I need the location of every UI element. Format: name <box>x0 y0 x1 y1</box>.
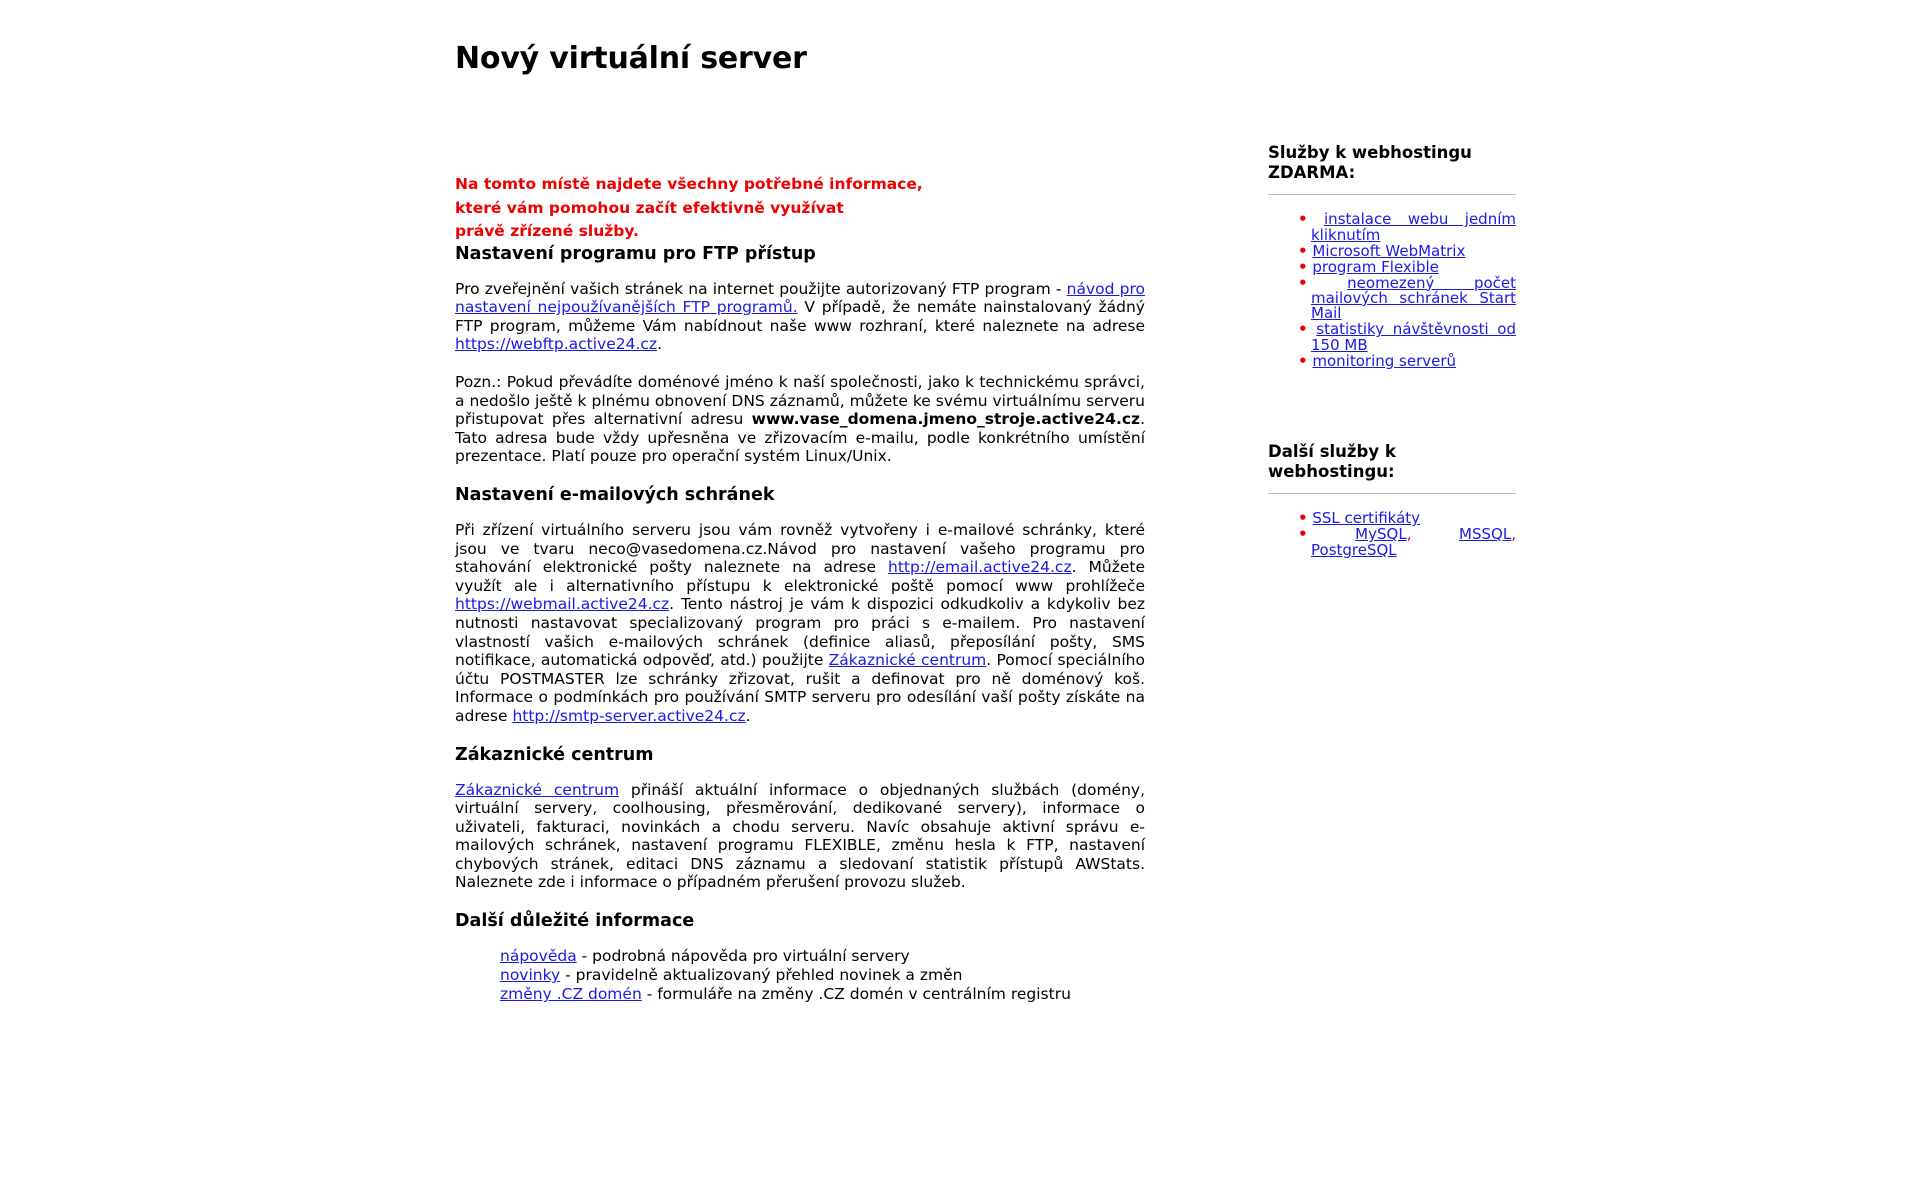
list-item-text: - pravidelně aktualizovaný přehled novinek a změn <box>560 966 963 985</box>
mail-text-e: . <box>745 706 751 725</box>
sidebar-title-other-services <box>1268 442 1516 482</box>
intro-line-3: právě zřízené služby. <box>455 222 639 241</box>
ftp-p2-text-b: . Tato adresa bude vždy upřesněna ve zřizovacím e-mailu, podle konkrétního umístění prezentace. Platí pouze pro operační systém Linux/Unix. <box>455 410 1145 466</box>
link-customer-center-inline[interactable]: Zákaznické centrum <box>828 651 987 670</box>
bullet-icon: • <box>1298 525 1308 544</box>
link-webmail-active24[interactable]: https://webmail.active24.cz <box>455 595 670 614</box>
heading-customer-center: Zákaznické centrum <box>455 744 654 765</box>
sidebar-link-ssl[interactable]: SSL certifikáty <box>1312 509 1421 528</box>
link-smtp-server[interactable]: http://smtp-server.active24.cz <box>512 706 746 725</box>
bullet-icon: • <box>1298 320 1308 339</box>
paragraph-mail <box>455 521 1145 726</box>
heading-ftp: Nastavení programu pro FTP přístup <box>455 243 816 264</box>
sidebar-title2-line-2: webhostingu: <box>1268 462 1395 482</box>
sidebar-link-instalace-webu[interactable]: instalace webu jedním kliknutím <box>1311 210 1516 244</box>
sidebar-item-instalace-webu[interactable] <box>1298 212 1516 243</box>
separator-comma-2: , <box>1511 525 1516 544</box>
main-content <box>455 0 1145 1004</box>
link-webftp[interactable]: https://webftp.active24.cz <box>455 335 658 354</box>
bullet-icon: • <box>1298 273 1308 292</box>
sidebar-item-start-mail[interactable] <box>1298 273 1516 323</box>
sidebar-block-free-services <box>1268 143 1516 369</box>
link-zmeny-cz-domen[interactable]: změny .CZ domén <box>500 985 642 1004</box>
sidebar-link-monitoring[interactable]: monitoring serverů <box>1312 351 1457 370</box>
sidebar-item-statistiky[interactable] <box>1298 322 1516 353</box>
link-customer-center[interactable]: Zákaznické centrum <box>455 780 620 799</box>
customer-center-text: přináší aktuální informace o objednaných službách (domény, virtuální servery, coolhousing, přesměrování, dedikované servery), informace o uživateli, fakturaci, novinkách a chodu serveru. Navíc obsahuje aktivní správu e-mailových schránek, nastavení programu FLEXIBLE, změnu hesla k FTP, nastavení chybových stránek, editaci DNS záznamu a sledovaní statistik přístupů AWStats. Naleznete zde i informace o případném přerušení provozu služeb. <box>455 780 1146 892</box>
mail-text-a: Při zřízení virtuálního serveru jsou vám rovněž vytvořeny i e-mailové schránky, které jsou ve tvaru neco@vasedomena.cz.Návod pro nastavení vašeho programu pro stahování elektronické pošty naleznete na adrese <box>455 520 1145 577</box>
link-ftp-guide[interactable]: návod pro nastavení nejpoužívanějších FTP programů. <box>455 279 1145 317</box>
sidebar-link-mysql[interactable]: MySQL <box>1355 525 1407 544</box>
other-info-list <box>455 947 1145 1004</box>
sidebar-item-databases[interactable] <box>1298 527 1516 558</box>
ftp-p2-text-a: Pozn.: Pokud převádíte doménové jméno k naší společnosti, jako k technickému správci, a nedošlo ještě k plnému obnovení DNS záznamů, můžete ke svému virtuálnímu serveru přistupovat přes alternativní adresu <box>455 373 1145 429</box>
heading-other-info: Další důležité informace <box>455 911 695 932</box>
ftp-p1-text-c: . <box>657 335 662 354</box>
sidebar-link-flexible[interactable]: program Flexible <box>1312 257 1439 276</box>
list-item <box>500 966 1145 985</box>
alternative-hostname: www.vase_domena.jmeno_stroje.active24.cz <box>751 410 1141 429</box>
sidebar-link-start-mail[interactable]: neomezený počet mailových schránek Start Mail <box>1311 273 1516 323</box>
sidebar <box>1268 0 1516 559</box>
link-novinky[interactable]: novinky <box>500 966 561 985</box>
sidebar-item-monitoring[interactable] <box>1298 351 1516 370</box>
paragraph-customer-center <box>455 781 1145 893</box>
sidebar-link-mssql[interactable]: MSSQL <box>1459 525 1512 544</box>
ftp-p1-text-b: V případě, že nemáte nainstalovaný žádný FTP program, můžeme Vám nabídnout naše www rozhraní, které naleznete na adrese <box>455 298 1145 335</box>
list-item <box>500 985 1145 1004</box>
mail-text-d: . Pomocí speciálního účtu POSTMASTER lze schránky zřizovat, rušit a definovat pro ně doménový koš. Informace o podmínkách pro používání SMTP serveru pro odesílání vaší pošty získáte na adrese <box>455 651 1145 725</box>
intro-line-1: Na tomto místě najdete všechny potřebné informace, <box>455 175 923 193</box>
sidebar-link-postgresql[interactable]: PostgreSQL <box>1311 540 1397 559</box>
paragraph-ftp-intro <box>455 280 1145 354</box>
sidebar-divider-2 <box>1268 493 1516 494</box>
heading-mail: Nastavení e-mailových schránek <box>455 484 775 505</box>
mail-text-b: . Můžete využít ale i alternativního přístupu k elektronické poště pomocí www prohlížeče <box>455 558 1145 595</box>
bullet-icon: • <box>1298 241 1308 260</box>
list-item <box>500 947 1145 966</box>
sidebar-divider <box>1268 194 1516 195</box>
list-item-text: - formuláře na změny .CZ domén v centrálním registru <box>641 985 1071 1004</box>
separator-comma-1: , <box>1406 525 1412 544</box>
bullet-icon: • <box>1298 210 1308 229</box>
sidebar-title-line-1: Služby k webhostingu <box>1268 143 1472 162</box>
link-napoveda[interactable]: nápověda <box>500 947 577 966</box>
sidebar-link-statistiky[interactable]: statistiky návštěvnosti od 150 MB <box>1311 320 1516 354</box>
paragraph-ftp-note <box>455 373 1145 466</box>
bullet-icon: • <box>1298 351 1308 370</box>
sidebar-list-other-services <box>1268 511 1516 558</box>
bullet-icon: • <box>1298 257 1308 276</box>
sidebar-block-other-services <box>1268 442 1516 558</box>
intro-line-2: které vám pomohou začít efektivně využívat <box>455 198 844 217</box>
mail-text-c: . Tento nástroj je vám k dispozici odkudkoliv a kdykoliv bez nutnosti nastavovat specializovaný program pro práci s e-mailem. Pro nastavení vlastností vašich e-mailových schránek (definice aliasů, přeposílání pošty, SMS notifikace, automatická odpověď, atd.) použijte <box>455 595 1145 670</box>
sidebar-link-webmatrix[interactable]: Microsoft WebMatrix <box>1312 241 1466 260</box>
sidebar-title-free-services <box>1268 143 1516 183</box>
ftp-p1-text-a: Pro zveřejnění vašich stránek na internet použijte autorizovaný FTP program - <box>455 279 1067 298</box>
sidebar-title2-line-1: Další služby k <box>1268 442 1396 462</box>
intro-callout <box>455 173 1145 244</box>
list-item-text: - podrobná nápověda pro virtuální servery <box>576 947 910 966</box>
sidebar-list-free-services <box>1268 212 1516 369</box>
link-email-active24[interactable]: http://email.active24.cz <box>888 558 1072 577</box>
sidebar-title-line-2: ZDARMA: <box>1268 163 1356 183</box>
page-title: Nový virtuální server <box>455 41 807 76</box>
bullet-icon: • <box>1298 509 1308 528</box>
